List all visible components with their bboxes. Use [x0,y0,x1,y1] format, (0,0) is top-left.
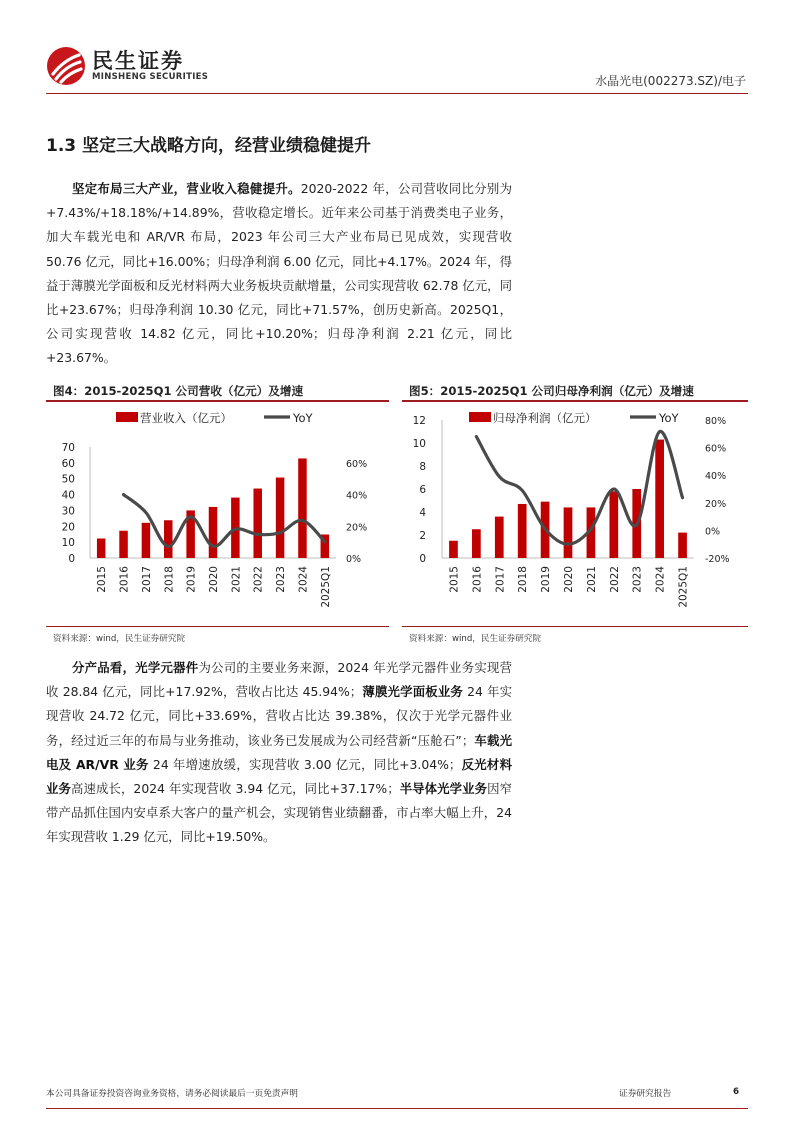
x-tick-label: 2024 [654,566,667,593]
y-right-tick-label: 20% [346,522,368,534]
x-tick-label: 2016 [118,566,131,593]
segment-text: 24 年增速放缓，实现营收 3.00 亿元，同比+3.04%； [148,756,462,772]
y-left-tick-label: 0 [68,553,75,565]
figure4-title: 图4：2015-2025Q1 公司营收（亿元）及增速 [53,384,304,398]
x-tick-label: 2020 [563,566,575,593]
x-tick-label: 2023 [631,566,644,593]
bar [209,507,217,558]
bar [97,538,105,558]
revenue-chart [46,402,389,624]
y-right-tick-label: 60% [346,458,368,470]
bar [142,523,150,558]
bar [678,533,687,558]
segment-reflective-material: 反光材料业务 [46,756,512,797]
legend-line-label: YoY [659,411,679,425]
x-tick-label: 2025Q1 [677,566,690,608]
net-profit-chart [402,402,748,624]
x-tick-label: 2015 [448,566,461,593]
y-left-tick-label: 0 [419,553,426,565]
bar [449,541,458,558]
y-left-tick-label: 50 [61,473,75,486]
x-tick-label: 2025Q1 [319,566,332,608]
y-left-tick-label: 30 [61,505,75,518]
x-tick-label: 2016 [471,566,484,593]
y-left-tick-label: 6 [419,484,426,496]
y-right-tick-label: 0% [346,554,362,565]
legend-bar-swatch [469,412,491,422]
paragraph-body: 2020-2022 年，公司营收同比分别为+7.43%/+18.18%/+14.89%，营收稳定增长。近年来公司基于消费类电子业务，加大车载光电和 AR/VR 布局，2023 年公司三大产业布局已见成效，实现营收 50.76 亿元，同比+16.00%；归母净利润 6.00 亿元，同比+4.17%。2024 年，得益于薄膜光学面板和反光材料两大业务板块贡献增量，公司实现营收 62.78 亿元，同比+23.67%；归母净利润 10.30 亿元，同比+71.57%，创历史新高。2025Q1，公司实现营收 14.82 亿元，同比+10.20%；归母净利润 2.21 亿元，同比+23.67%。 [46,181,512,366]
y-left-tick-label: 10 [412,438,426,450]
y-right-tick-label: 80% [705,416,727,427]
x-tick-label: 2018 [163,566,176,593]
segment-lead: 分产品看， [72,660,136,675]
bar [276,478,284,558]
segment-text: 24 年实现营收 24.72 亿元，同比+33.69%，营收占比达 39.38%，仅次于光学元器件业务，经过近三年的布局与业务推动，该业务已发展成为公司经营新“压舱石”； [46,684,512,748]
y-left-tick-label: 12 [412,415,426,427]
paragraph-product-segments [46,656,512,850]
y-right-tick-label: 60% [705,443,727,455]
page-number: 6 [733,1087,740,1097]
bar [655,440,664,558]
brand-name-en: MINSHENG SECURITIES [92,72,209,82]
bar [119,531,127,558]
paragraph-revenue-overview [46,177,512,371]
figure5-source: 资料来源：wind，民生证券研究院 [409,634,542,644]
y-left-tick-label: 2 [419,530,426,542]
x-tick-label: 2024 [297,566,310,593]
section-title: 1.3 坚定三大战略方向，经营业绩稳健提升 [46,136,372,156]
footer-divider [46,1108,748,1109]
segment-text: 因窄带产品抓住国内安卓系大客户的量产机会，实现销售业绩翻番，市占率大幅上升，24 年实现营收 1.29 亿元，同比+19.50%。 [46,781,513,845]
segment-text: 为公司的主要业务来源，2024 年光学元器件业务实现营收 28.84 亿元，同比+17.92%，营收占比达 45.94%； [46,660,513,700]
footer-disclaimer: 本公司具备证券投资咨询业务资格，请务必阅读最后一页免责声明 [46,1089,298,1099]
legend-bar-swatch [116,412,138,422]
y-right-tick-label: 0% [705,526,721,538]
y-left-tick-label: 10 [61,537,75,550]
y-left-tick-label: 8 [419,461,426,473]
y-right-tick-label: 20% [705,498,727,510]
y-right-tick-label: 40% [346,490,368,502]
x-tick-label: 2022 [252,566,265,593]
report-tag: 水晶光电(002273.SZ)/电子 [595,74,746,88]
bar [518,504,527,558]
legend-bar-label: 归母净利润（亿元） [493,411,597,425]
legend-bar-label: 营业收入（亿元） [140,411,232,425]
header-divider [46,93,748,94]
segment-thin-film-panel: 薄膜光学面板业务 [362,684,463,700]
x-tick-label: 2019 [540,566,553,593]
bar [164,520,172,558]
x-tick-label: 2022 [608,566,621,593]
y-left-tick-label: 40 [61,489,75,502]
x-tick-label: 2021 [230,566,243,593]
figure5-title: 图5：2015-2025Q1 公司归母净利润（亿元）及增速 [409,384,694,398]
x-tick-label: 2015 [96,566,109,593]
y-left-tick-label: 20 [61,521,75,534]
segment-text: 高速成长，2024 年实现营收 3.94 亿元，同比+37.17%； [70,781,400,797]
brand-name-cn: 民生证券 [92,49,184,73]
segment-semiconductor-optics: 半导体光学业务 [399,781,488,797]
bar [495,517,504,558]
y-left-tick-label: 4 [419,507,426,519]
yoy-line [476,431,682,544]
segment-optical-components: 光学元器件 [135,660,199,675]
footer-report-type: 证券研究报告 [619,1089,672,1099]
paragraph-lead: 坚定布局三大产业，营业收入稳健提升。 [72,181,301,196]
figure4-source: 资料来源：wind，民生证券研究院 [53,634,186,644]
yoy-line [124,495,325,547]
y-right-tick-label: -20% [705,554,730,565]
x-tick-label: 2017 [140,566,153,593]
x-tick-label: 2023 [275,566,288,593]
x-tick-label: 2021 [585,566,598,593]
y-left-tick-label: 70 [61,442,75,454]
x-tick-label: 2018 [517,566,530,593]
x-tick-label: 2020 [208,566,220,593]
segment-auto-arvr: 车载光电及 AR/VR 业务 [46,732,512,772]
bar [609,491,618,558]
y-right-tick-label: 40% [705,471,727,483]
figure4-bottom-rule [46,626,389,627]
x-tick-label: 2017 [494,566,507,593]
figure5-bottom-rule [402,626,748,627]
bar [253,489,261,558]
legend-line-label: YoY [293,411,313,425]
bar [472,529,481,558]
x-tick-label: 2019 [185,566,198,593]
bar [298,458,306,558]
bar [564,507,573,558]
minsheng-logo-icon [46,46,86,86]
y-left-tick-label: 60 [61,457,75,470]
